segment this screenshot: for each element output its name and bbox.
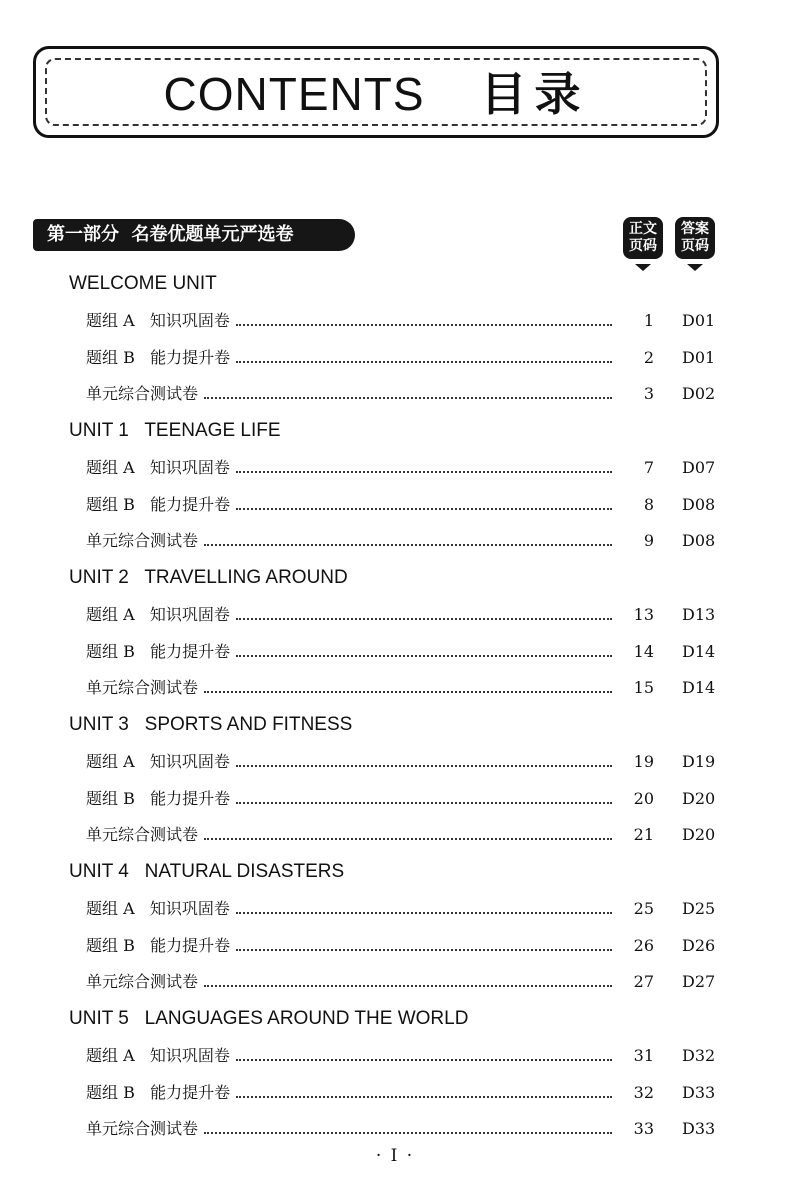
dot-leader xyxy=(236,618,612,620)
toc-entry[interactable] xyxy=(86,750,726,774)
toc-entry-page: 14 xyxy=(633,642,654,661)
unit-title: UNIT 2 TRAVELLING AROUND xyxy=(69,567,348,588)
toc-entry[interactable] xyxy=(86,970,726,994)
toc-entry[interactable] xyxy=(86,603,726,627)
dot-leader xyxy=(204,985,612,987)
contents-title-box xyxy=(33,46,719,138)
toc-entry-answer-page: D14 xyxy=(682,678,716,697)
toc-entry-label: 单元综合测试卷 xyxy=(86,1117,202,1141)
toc-entry-label: 题组 A 知识巩固卷 xyxy=(86,1044,234,1068)
toc-entry[interactable] xyxy=(86,676,726,700)
toc-entry-page: 25 xyxy=(633,899,654,918)
title-chinese: 目录 xyxy=(480,67,589,121)
toc-entry-page: 8 xyxy=(643,495,654,514)
toc-entry-answer-page: D25 xyxy=(682,899,716,918)
toc-entry-answer-page: D08 xyxy=(682,495,716,514)
toc-entry[interactable] xyxy=(86,309,726,333)
toc-entry-answer-page: D26 xyxy=(682,936,716,955)
toc-entry-label: 单元综合测试卷 xyxy=(86,970,202,994)
toc-entry-page: 7 xyxy=(643,458,654,477)
toc-entry[interactable] xyxy=(86,640,726,664)
toc-entry-label: 题组 B 能力提升卷 xyxy=(86,346,234,370)
dot-leader xyxy=(236,802,612,804)
toc-entry-label: 题组 B 能力提升卷 xyxy=(86,934,234,958)
dot-leader xyxy=(236,471,612,473)
toc-entry[interactable] xyxy=(86,382,726,406)
toc-entry-label: 题组 A 知识巩固卷 xyxy=(86,309,234,333)
toc-entry[interactable] xyxy=(86,493,726,517)
dot-leader xyxy=(236,912,612,914)
dot-leader xyxy=(236,1059,612,1061)
toc-entry-label: 单元综合测试卷 xyxy=(86,529,202,553)
toc-entry-answer-page: D33 xyxy=(682,1119,716,1138)
toc-entry-page: 13 xyxy=(633,605,654,624)
answer-column-label-line2: 页码 xyxy=(681,238,709,254)
toc-entry[interactable] xyxy=(86,1081,726,1105)
toc-entry-answer-page: D02 xyxy=(682,384,716,403)
answer-column-arrow-icon xyxy=(687,264,703,271)
toc-entry-page: 3 xyxy=(643,384,654,403)
toc-entry-answer-page: D08 xyxy=(682,531,716,550)
toc-entry-page: 15 xyxy=(633,678,654,697)
toc-entry-answer-page: D20 xyxy=(682,825,716,844)
toc-entry-page: 27 xyxy=(633,972,654,991)
toc-entry-label: 单元综合测试卷 xyxy=(86,382,202,406)
toc-entry-answer-page: D32 xyxy=(682,1046,716,1065)
toc-entry-page: 9 xyxy=(643,531,654,550)
toc-entry-label: 单元综合测试卷 xyxy=(86,676,202,700)
toc-entry[interactable] xyxy=(86,823,726,847)
page-column-arrow-icon xyxy=(635,264,651,271)
toc-entry[interactable] xyxy=(86,1044,726,1068)
toc-entry-answer-page: D33 xyxy=(682,1083,716,1102)
toc-entry-page: 31 xyxy=(633,1046,654,1065)
toc-entry[interactable] xyxy=(86,1117,726,1141)
unit-title: UNIT 4 NATURAL DISASTERS xyxy=(69,861,345,882)
toc-entry[interactable] xyxy=(86,346,726,370)
unit-title: UNIT 5 LANGUAGES AROUND THE WORLD xyxy=(69,1008,469,1029)
part-banner: 第一部分 名卷优题单元严选卷 xyxy=(33,219,355,251)
toc-entry-page: 1 xyxy=(643,311,654,330)
toc-entry-answer-page: D20 xyxy=(682,789,716,808)
toc-entry[interactable] xyxy=(86,529,726,553)
toc-entry-label: 题组 A 知识巩固卷 xyxy=(86,897,234,921)
answer-column-badge xyxy=(675,217,715,259)
dot-leader xyxy=(236,1096,612,1098)
toc-entry-label: 题组 A 知识巩固卷 xyxy=(86,456,234,480)
dot-leader xyxy=(204,397,612,399)
toc-entry-page: 20 xyxy=(633,789,654,808)
dot-leader xyxy=(204,1132,612,1134)
toc-entry-label: 题组 B 能力提升卷 xyxy=(86,787,234,811)
toc-entry-label: 题组 B 能力提升卷 xyxy=(86,493,234,517)
page-title xyxy=(36,67,716,121)
unit-title: UNIT 3 SPORTS AND FITNESS xyxy=(69,714,353,735)
toc-entry-page: 19 xyxy=(633,752,654,771)
toc-entry-page: 2 xyxy=(643,348,654,367)
toc-entry-label: 单元综合测试卷 xyxy=(86,823,202,847)
dot-leader xyxy=(236,508,612,510)
toc-entry-answer-page: D07 xyxy=(682,458,716,477)
toc-entry-answer-page: D01 xyxy=(682,311,716,330)
dot-leader xyxy=(204,691,612,693)
toc-entry[interactable] xyxy=(86,787,726,811)
page-column-label-line1: 正文 xyxy=(629,221,657,237)
page-column-label-line2: 页码 xyxy=(629,238,657,254)
toc-entry[interactable] xyxy=(86,934,726,958)
toc-entry-answer-page: D19 xyxy=(682,752,716,771)
toc-entry-page: 21 xyxy=(633,825,654,844)
dot-leader xyxy=(204,838,612,840)
toc-entry-label: 题组 A 知识巩固卷 xyxy=(86,750,234,774)
toc-entry-answer-page: D27 xyxy=(682,972,716,991)
page-column-badge xyxy=(623,217,663,259)
dot-leader xyxy=(236,949,612,951)
toc-entry-answer-page: D14 xyxy=(682,642,716,661)
unit-title: UNIT 1 TEENAGE LIFE xyxy=(69,420,281,441)
toc-entry[interactable] xyxy=(86,456,726,480)
toc-entry-page: 33 xyxy=(633,1119,654,1138)
title-english: CONTENTS xyxy=(163,68,425,120)
toc-entry-page: 32 xyxy=(633,1083,654,1102)
toc-entry-answer-page: D13 xyxy=(682,605,716,624)
dot-leader xyxy=(236,765,612,767)
dot-leader xyxy=(236,361,612,363)
dot-leader xyxy=(236,655,612,657)
toc-entry-page: 26 xyxy=(633,936,654,955)
toc-entry-label: 题组 A 知识巩固卷 xyxy=(86,603,234,627)
toc-entry[interactable] xyxy=(86,897,726,921)
unit-title: WELCOME UNIT xyxy=(69,273,217,294)
answer-column-label-line1: 答案 xyxy=(681,221,709,237)
dot-leader xyxy=(236,324,612,326)
toc-entry-answer-page: D01 xyxy=(682,348,716,367)
toc-entry-label: 题组 B 能力提升卷 xyxy=(86,640,234,664)
page-number: · I · xyxy=(375,1146,415,1166)
dot-leader xyxy=(204,544,612,546)
toc-entry-label: 题组 B 能力提升卷 xyxy=(86,1081,234,1105)
